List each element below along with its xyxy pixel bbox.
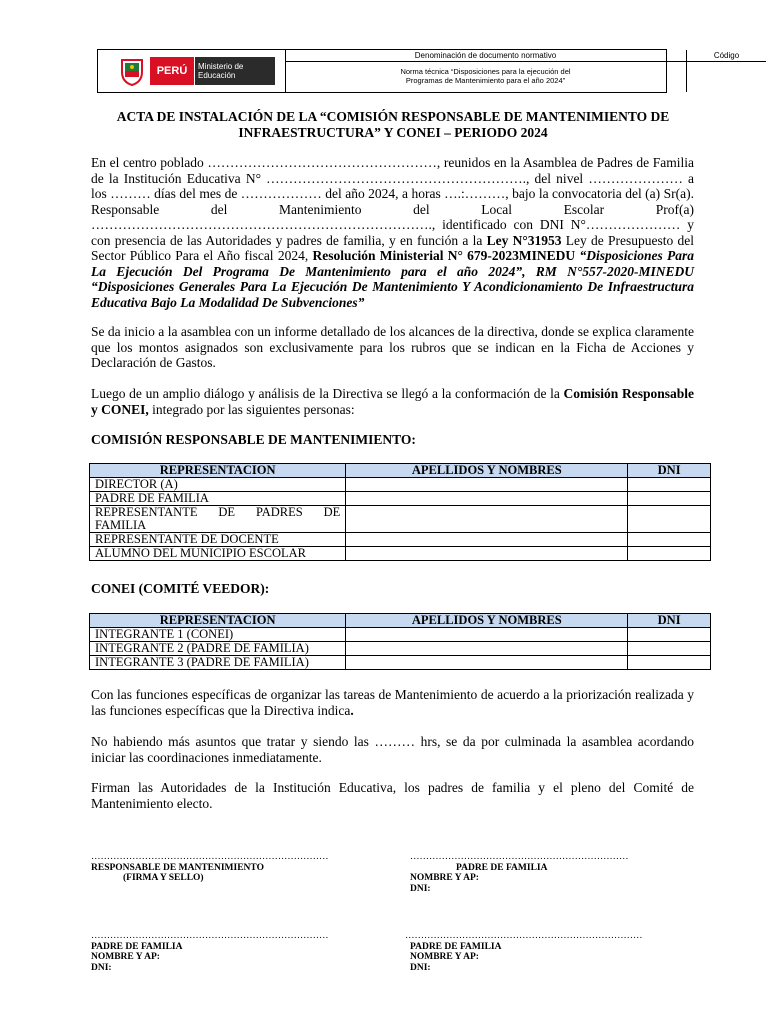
- row-label: INTEGRANTE 3 (PADRE DE FAMILIA): [90, 656, 346, 670]
- codigo-cell: [687, 50, 766, 92]
- signature-padre-1: [410, 852, 629, 894]
- name-cell[interactable]: [346, 656, 628, 670]
- norma-line-1: Norma técnica “Disposiciones para la ejecución del: [400, 67, 571, 76]
- conformation-text: Luego de un amplio diálogo y análisis de la Directiva se llegó a la conformación de la: [91, 386, 564, 401]
- table-row: [90, 642, 711, 656]
- row-label: REPRESENTANTE DE DOCENTE: [90, 533, 346, 547]
- signature-padre-3: [405, 931, 643, 973]
- name-cell[interactable]: [346, 506, 628, 533]
- coat-of-arms-icon: [118, 56, 146, 86]
- signature-line: …………………………………………………………………: [405, 931, 643, 941]
- dni-cell[interactable]: [628, 642, 711, 656]
- signing-paragraph: Firman las Autoridades de la Institución Educativa, los padres de familia y el pleno del Comité de Mantenimiento electo.: [91, 780, 694, 811]
- col-dni: DNI: [628, 614, 711, 628]
- section-conei-title: CONEI (COMITÉ VEEDOR):: [91, 581, 270, 596]
- rm-reference: Resolución Ministerial N° 679-2023MINEDU: [312, 248, 576, 263]
- row-label-line-1: REPRESENTANTE DE PADRES DE: [95, 505, 341, 519]
- signature-dni: DNI:: [410, 962, 431, 973]
- signature-line: …………………………………………………………………: [91, 931, 329, 941]
- row-label-line-2: FAMILIA: [95, 518, 147, 532]
- col-dni: DNI: [628, 464, 711, 478]
- signature-subtitle: (FIRMA Y SELLO): [123, 873, 204, 883]
- row-label: [90, 506, 346, 533]
- ley-text: Ley de Presupuesto del Sector Público Para el Año fiscal 2024,: [91, 232, 694, 263]
- signature-responsable: [91, 852, 329, 884]
- signature-line: ……………………………………………………………: [410, 852, 629, 862]
- signature-role: PADRE DE FAMILIA: [456, 862, 548, 873]
- functions-text: Con las funciones específicas de organizar las tareas de Mantenimiento de acuerdo a la priorización realizada y las funciones específicas que la Directiva indica: [91, 687, 694, 718]
- name-cell[interactable]: [346, 533, 628, 547]
- row-label: ALUMNO DEL MUNICIPIO ESCOLAR: [90, 547, 346, 561]
- signature-dni: DNI:: [91, 962, 112, 973]
- title-line-2: INFRAESTRUCTURA” Y CONEI – PERIODO 2024: [238, 125, 548, 140]
- name-cell[interactable]: [346, 547, 628, 561]
- signature-nombre: NOMBRE Y AP:: [410, 952, 479, 962]
- rm-titles: “Disposiciones Para La Ejecución Del Programa De Mantenimiento para el año 2024”, RM N°557-2020-MINEDU “Disposiciones Generales Para La Ejecución De Mantenimiento Y Acondicionamiento De Infraestructura Educativa Bajo La Modalidad De Subvenciones”: [91, 248, 694, 310]
- table-row: [90, 547, 711, 561]
- col-apellidos: APELLIDOS Y NOMBRES: [346, 614, 628, 628]
- document-header: [97, 49, 740, 93]
- norma-tecnica: [285, 62, 686, 85]
- signature-role: PADRE DE FAMILIA: [410, 941, 502, 952]
- signature-padre-2: [91, 931, 329, 973]
- section-comision-title: COMISIÓN RESPONSABLE DE MANTENIMIENTO:: [91, 432, 416, 447]
- norma-line-2: Programas de Mantenimiento para el año 2024”: [405, 76, 566, 85]
- col-representacion: REPRESENTACION: [90, 614, 346, 628]
- denominacion-cell: [285, 50, 687, 92]
- table-row: [90, 492, 711, 506]
- table-row: [90, 506, 711, 533]
- dni-cell[interactable]: [628, 492, 711, 506]
- table-row: [90, 533, 711, 547]
- table-header-row: [90, 614, 711, 628]
- signature-line: …………………………………………………………………: [91, 852, 329, 862]
- closing-paragraph: No habiendo más asuntos que tratar y siendo las ……… hrs, se da por culminada la asamblea acordando iniciar las coordinaciones inmediatamente.: [91, 734, 694, 765]
- table-row: [90, 628, 711, 642]
- minedu-logo: [98, 50, 286, 92]
- signature-role: PADRE DE FAMILIA: [91, 941, 183, 952]
- ley-reference: Ley N°31953: [486, 232, 562, 248]
- opening-text: En el centro poblado ……………………………………………, reunidos en la Asamblea de Padres de Familia de la Institución Educativa N° …………………………………………………., del nivel ………………… a los ……… días del mes de ……………… del año 2024, a horas ….:………, bajo la convocatoria del (a) Sr(a). Responsable del Mantenimiento del Local Escolar Prof(a) …………………………………………………………………., identificado con DNI N°………………… y con presencia de las Autoridades y padres de familia, y en función a la: [91, 155, 694, 248]
- signature-nombre: NOMBRE Y AP:: [91, 952, 160, 962]
- conformation-paragraph: [91, 386, 694, 417]
- codigo-label: Código: [687, 50, 766, 62]
- name-cell[interactable]: [346, 642, 628, 656]
- functions-paragraph: [91, 687, 694, 718]
- signature-dni: DNI:: [410, 883, 431, 894]
- assembly-paragraph: Se da inicio a la asamblea con un informe detallado de los alcances de la directiva, donde se explica claramente que los montos asignados son exclusivamente para los rubros que se indican en la Ficha de Acciones y Declaración de Gastos.: [91, 324, 694, 370]
- table-row: [90, 656, 711, 670]
- name-cell[interactable]: [346, 492, 628, 506]
- comision-bold: Comisión Responsable y CONEI,: [91, 386, 694, 417]
- peru-label: PERÚ: [150, 57, 194, 85]
- denominacion-label: Denominación de documento normativo: [285, 50, 686, 62]
- conformation-tail: integrado por las siguientes personas:: [148, 401, 355, 417]
- signature-nombre: NOMBRE Y AP:: [410, 873, 479, 883]
- dni-cell[interactable]: [628, 478, 711, 492]
- row-label: INTEGRANTE 1 (CONEI): [90, 628, 346, 642]
- functions-dot: .: [350, 702, 354, 718]
- name-cell[interactable]: [346, 478, 628, 492]
- dni-cell[interactable]: [628, 506, 711, 533]
- row-label: INTEGRANTE 2 (PADRE DE FAMILIA): [90, 642, 346, 656]
- table-header-row: [90, 464, 711, 478]
- page-title: [92, 109, 694, 141]
- title-line-1: ACTA DE INSTALACIÓN DE LA “COMISIÓN RESPONSABLE DE MANTENIMIENTO DE: [116, 109, 670, 124]
- ministry-label: Ministerio de Educación: [195, 57, 275, 85]
- table-row: [90, 478, 711, 492]
- opening-paragraph: [91, 155, 694, 310]
- row-label: DIRECTOR (A): [90, 478, 346, 492]
- conei-table: [89, 613, 711, 670]
- dni-cell[interactable]: [628, 547, 711, 561]
- col-apellidos: APELLIDOS Y NOMBRES: [346, 464, 628, 478]
- col-representacion: REPRESENTACION: [90, 464, 346, 478]
- name-cell[interactable]: [346, 628, 628, 642]
- signature-role: RESPONSABLE DE MANTENIMIENTO: [91, 862, 264, 873]
- dni-cell[interactable]: [628, 628, 711, 642]
- dni-cell[interactable]: [628, 656, 711, 670]
- dni-cell[interactable]: [628, 533, 711, 547]
- row-label: PADRE DE FAMILIA: [90, 492, 346, 506]
- comision-table: [89, 463, 711, 561]
